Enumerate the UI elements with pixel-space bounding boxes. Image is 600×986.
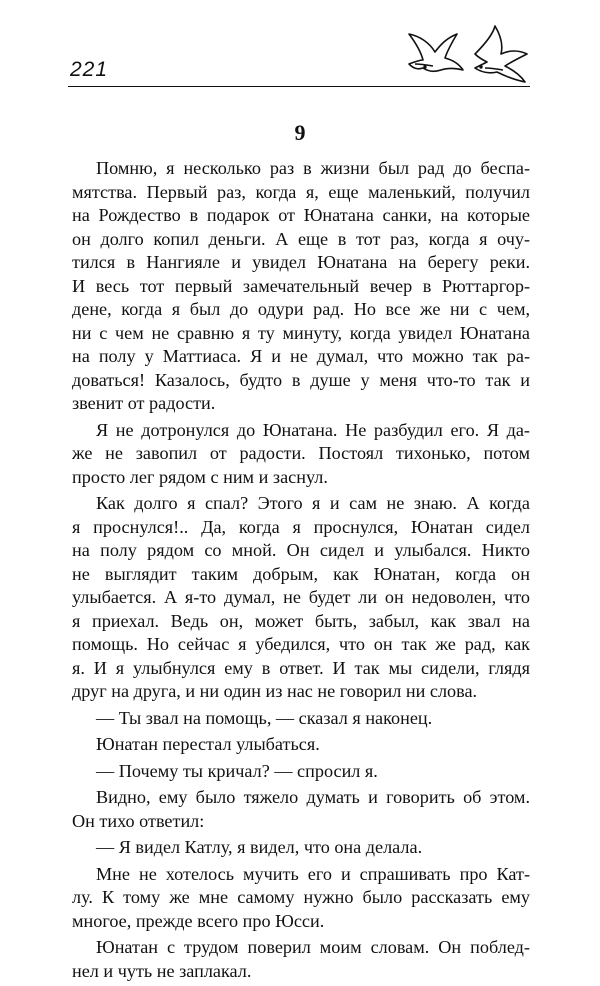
paragraph-9 [72,863,530,934]
text-line: тился в Нангияле и увидел Юнатана на берегу реки. [72,252,530,272]
text-line: Он тихо ответил: [72,810,205,831]
text-line: звенит от радости. [72,393,216,413]
paragraph-4 [72,707,530,731]
text-line: нел и чуть не заплакал. [72,960,252,981]
header-rule [68,86,530,87]
text-line: же не завопил от радости. Постоял тихонько, потом [72,443,530,463]
text-line: — Почему ты кричал? — спросил я. [96,760,378,781]
paragraph-2 [72,419,530,490]
page-number: 221 [70,58,109,81]
text-line: просто лег рядом с ним и заснул. [72,466,328,487]
paragraph-1 [72,157,530,416]
text-line: помощь. Но сейчас я убедился, что он так же рад, как [72,634,530,654]
paragraph-8 [72,836,530,860]
text-line: — Я видел Катлу, я видел, что она делала. [96,837,423,857]
text-line: я. И я улыбнулся ему в ответ. И так мы сидели, глядя [72,657,530,678]
paragraph-3 [72,492,530,704]
text-line: — Ты звал на помощь, — сказал я наконец. [96,707,433,728]
birds-decoration-icon [405,24,530,86]
text-line: Видно, ему было тяжело думать и говорить об этом. [96,787,530,807]
text-line: он долго копил деньги. А еще в тот раз, когда я очу- [72,228,530,249]
text-line: не выглядит таким добрым, как Юнатан, когда он [72,563,530,584]
text-line: Как долго я спал? Этого я и сам не знаю. А когда [96,493,530,513]
text-line: Я не дотронулся до Юнатана. Не разбудил его. Я да- [96,419,530,440]
text-line: Помню, я несколько раз в жизни был рад до беспа- [96,158,530,178]
body-text [72,157,530,986]
text-line: многое, прежде всего про Юсси. [72,910,325,931]
text-line: лу. К тому же мне самому нужно было рассказать ему [72,887,530,907]
paragraph-6 [72,760,530,784]
text-line: Юнатан с трудом поверил моим словам. Он поблед- [96,937,530,957]
text-line: Мне не хотелось мучить его и спрашивать про Кат- [96,863,530,884]
text-line: И весь тот первый замечательный вечер в Рюттаргор- [72,275,530,296]
text-line: улыбается. А я-то думал, не будет ли он недоволен, что [72,587,530,607]
text-line: дене, когда я был до одури рад. Но все же ни с чем, [72,299,530,319]
text-line: мятства. Первый раз, когда я, еще маленький, получил [72,181,530,202]
text-line: я приехал. Ведь он, может быть, забыл, как звал на [72,610,530,631]
text-line: ни с чем не сравню я ту минуту, когда увидел Юнатана [72,322,530,343]
text-line: я проснулся!.. Да, когда я проснулся, Юнатан сидел [72,516,530,537]
text-line: Юнатан перестал улыбаться. [96,734,320,754]
paragraph-5 [72,733,530,757]
text-line: на полу рядом со мной. Он сидел и улыбался. Никто [72,540,530,560]
paragraph-7 [72,786,530,833]
chapter-number: 9 [294,120,306,145]
paragraph-10 [72,936,530,983]
text-line: доваться! Казалось, будто в душе у меня что-то так и [72,369,530,390]
text-line: на полу у Маттиаса. Я и не думал, что можно так ра- [72,346,530,366]
text-line: друг на друга, и ни один из нас не говорил ни слова. [72,681,478,701]
text-line: на Рождество в подарок от Юнатана санки, на которые [72,205,530,225]
